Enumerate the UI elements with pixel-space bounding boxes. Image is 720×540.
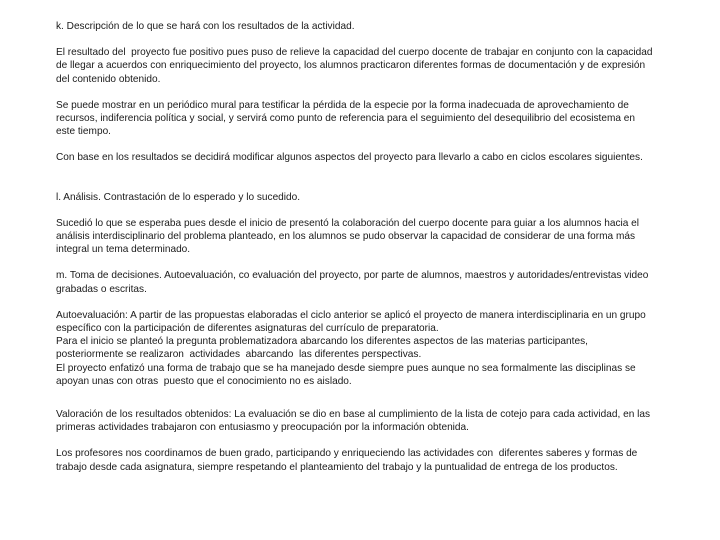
section-l-heading: l. Análisis. Contrastación de lo esperado y lo sucedido. bbox=[56, 191, 301, 203]
document-body bbox=[56, 20, 656, 474]
section-k-paragraph-mural: Se puede mostrar en un periódico mural para testificar la pérdida de la especie por la forma inadecuada de aprovechamiento de recursos, indiferencia política y social, y servirá como punto de referencia para el seguimiento del desequilibrio del ecosistema en este tiempo. bbox=[56, 99, 638, 138]
spacer bbox=[56, 165, 656, 191]
section-m-self-evaluation-line-2: Para el inicio se planteó la pregunta problematizadora abarcando los diferentes aspectos de las materias participantes, posteriormente se realizaron actividades abarcando las diferentes perspectivas. bbox=[56, 336, 591, 361]
spacer bbox=[56, 86, 656, 99]
spacer bbox=[56, 296, 656, 309]
spacer bbox=[56, 434, 656, 447]
section-m-results-valuation: Valoración de los resultados obtenidos: La evaluación se dio en base al cumplimiento de la lista de cotejo para cada actividad, en las primeras actividades trabajaron con entusiasmo y preocupación por la información obtenida. bbox=[56, 409, 653, 434]
spacer bbox=[56, 138, 656, 151]
section-m-teachers-coordination: Los profesores nos coordinamos de buen grado, participando y enriqueciendo las actividades con diferentes saberes y formas de trabajo desde cada asignatura, siempre respetando el planteamiento del trabajo y la puntualidad de entrega de los productos. bbox=[56, 448, 641, 473]
section-m-self-evaluation-line-3: El proyecto enfatizó una forma de trabajo que se ha manejado desde siempre pues aunque no sea formalmente las disciplinas se apoyan unas con otras puesto que el conocimiento no es aislado. bbox=[56, 362, 639, 387]
spacer bbox=[56, 256, 656, 269]
section-m-heading: m. Toma de decisiones. Autoevaluación, co evaluación del proyecto, por parte de alumnos, maestros y autoridades/entrevistas video grabadas o escritas. bbox=[56, 270, 652, 295]
section-k-heading: k. Descripción de lo que se hará con los resultados de la actividad. bbox=[56, 21, 355, 32]
section-m-self-evaluation-line-1: Autoevaluación: A partir de las propuestas elaboradas el ciclo anterior se aplicó el proyecto de manera interdisciplinaria en un grupo específico con la participación de diferentes asignaturas del currículo de preparatoria. bbox=[56, 309, 649, 335]
section-k-paragraph-decision: Con base en los resultados se decidirá modificar algunos aspectos del proyecto para llevarlo a cabo en ciclos escolares siguientes. bbox=[56, 152, 643, 164]
spacer bbox=[56, 33, 656, 46]
spacer bbox=[56, 388, 656, 408]
section-l-paragraph: Sucedió lo que se esperaba pues desde el inicio de presentó la colaboración del cuerpo docente para guiar a los alumnos hacia el análisis interdisciplinario del problema planteado, en los alumnos se pudo observar la capacidad de considerar de una forma más integral un tema determinado. bbox=[56, 217, 642, 256]
section-k-paragraph-results: El resultado del proyecto fue positivo pues puso de relieve la capacidad del cuerpo docente de trabajar en conjunto con la capacidad de llegar a acuerdos con enriquecimiento del proyecto, los alumnos practicaron diferentes formas de documentación y de expresión del contenido obtenido. bbox=[56, 47, 656, 85]
spacer bbox=[56, 204, 656, 217]
